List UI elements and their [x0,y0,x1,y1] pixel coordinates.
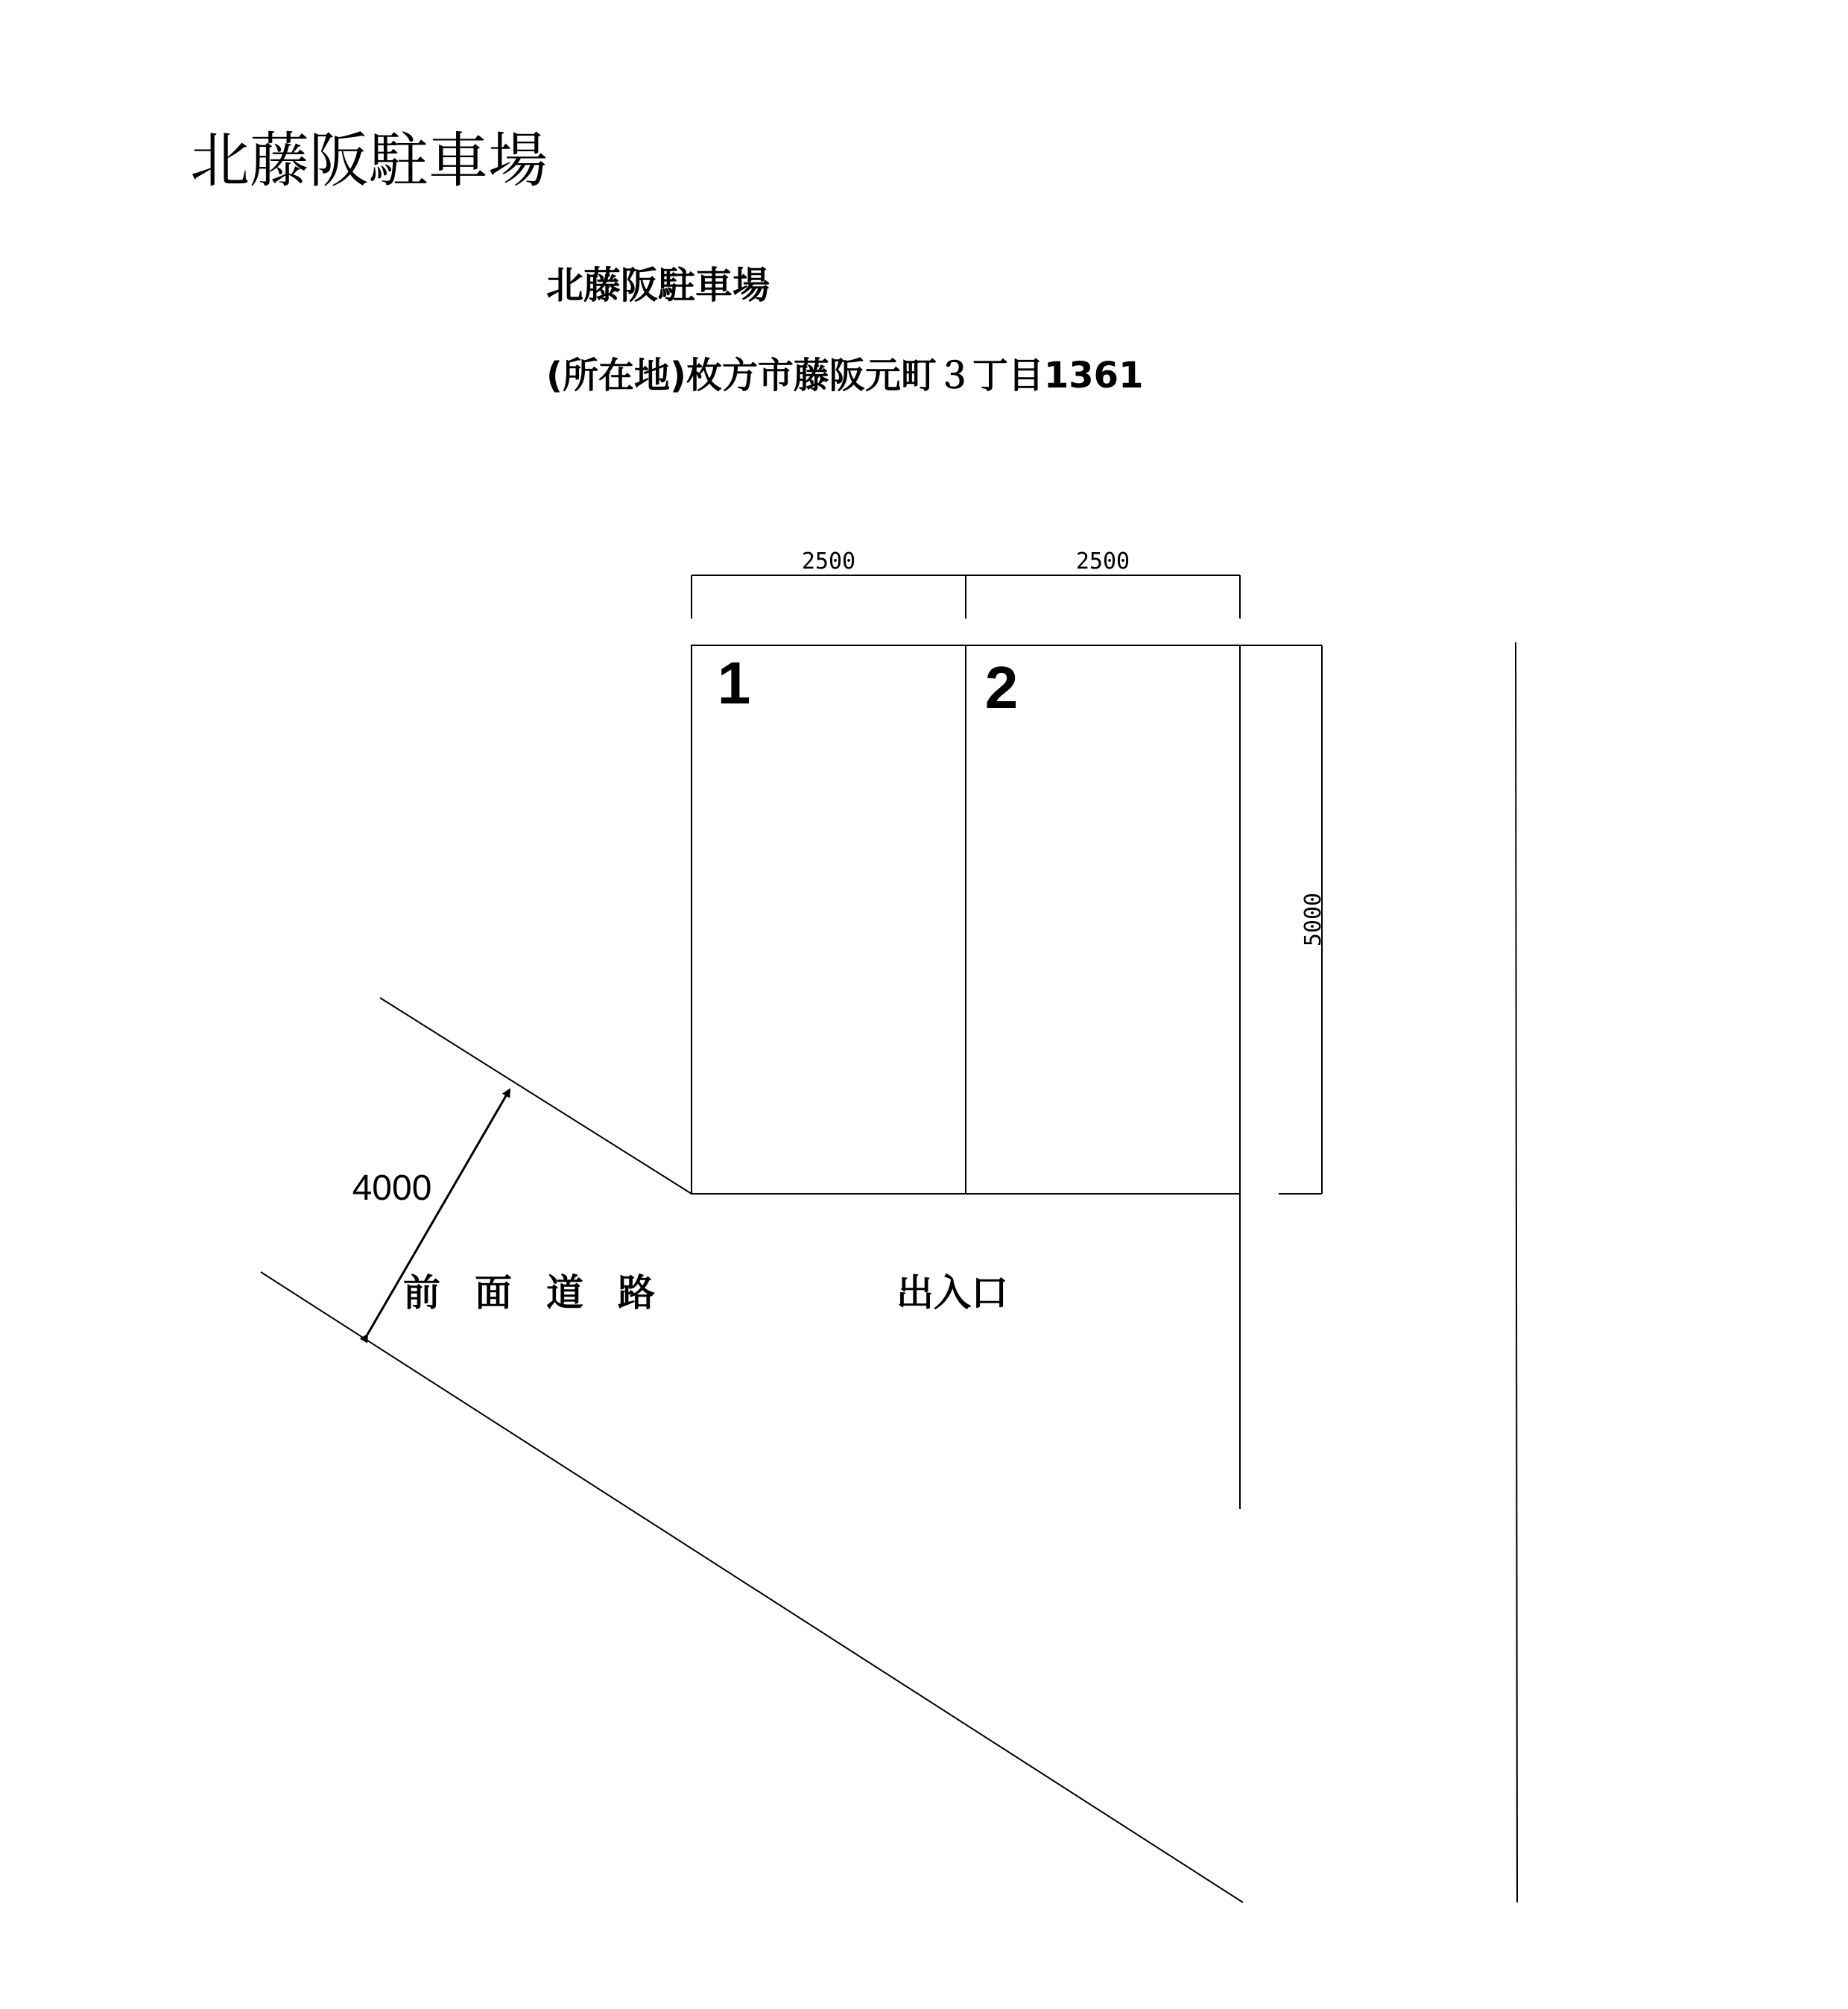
space-number-2: 2 [984,654,1019,721]
space-2-width-label: 2500 [1075,548,1130,575]
space-1-width-label: 2500 [801,548,856,575]
road-edge-upper [380,998,692,1194]
parking-space-1 [692,645,966,1194]
space-depth-label: 5000 [1300,892,1326,947]
parking-lot-name: 北藤阪駐車場 [546,264,770,307]
space-number-1: 1 [717,650,751,716]
road-edge-lower [261,1272,1243,1902]
road-width-label: 4000 [352,1168,432,1208]
width-dimension-line [692,575,1240,618]
entrance-label: 出入口 [896,1271,1008,1314]
front-road-label: 前面道路 [403,1271,689,1314]
page-title: 北藤阪駐車場 [190,126,548,195]
location-address: (所在地)枚方市藤阪元町３丁目1361 [546,355,1144,396]
parking-space-2 [966,645,1240,1194]
site-boundary-line [1516,642,1517,1902]
